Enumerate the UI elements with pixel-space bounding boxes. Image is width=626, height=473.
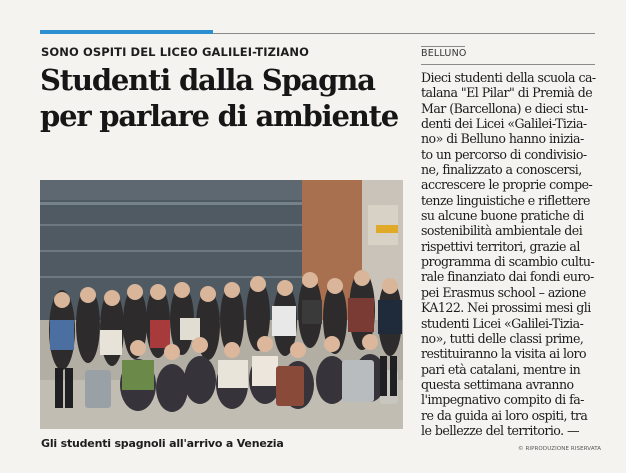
body-line: sostenibilità ambientale dei: [421, 223, 583, 239]
reproduction-notice: © RIPRODUZIONE RISERVATA: [518, 446, 602, 452]
body-line: accrescere le proprie compe-: [421, 177, 593, 193]
body-line: Mar (Barcellona) e dieci stu-: [421, 100, 588, 116]
body-line: questa settimana avranno: [421, 376, 574, 392]
headline-line: per parlare di ambiente: [40, 99, 399, 133]
body-line: to un percorso di condivisio-: [421, 146, 587, 162]
article-kicker: SONO OSPITI DEL LICEO GALILEI-TIZIANO: [41, 45, 310, 59]
headline-line: Studenti dalla Spagna: [40, 63, 375, 97]
article-headline: [40, 62, 410, 134]
body-line: su alcune buone pratiche di: [421, 208, 584, 224]
body-line: l'impegnativo compito di fa-: [421, 392, 584, 408]
body-line: studenti Licei «Galilei-Tizia-: [421, 315, 584, 331]
body-line: rispettivi territori, grazie al: [421, 238, 580, 254]
body-line: no», tutti delle classi prime,: [421, 330, 584, 346]
body-line: no» di Belluno hanno inizia-: [421, 131, 584, 147]
accent-rule: [40, 30, 213, 34]
group-photo: [40, 180, 403, 429]
body-line: KA122. Nei prossimi mesi gli: [421, 300, 591, 316]
body-line: pari età catalani, mentre in: [421, 361, 581, 377]
article-body: [421, 70, 599, 438]
body-line: restituiranno la visita ai loro: [421, 346, 587, 362]
section-rule: [421, 64, 595, 65]
body-line: rale finanziato dai fondi euro-: [421, 269, 594, 285]
body-line: talana "El Pilar" di Premià de: [421, 85, 593, 101]
body-line: tenze linguistiche e riflettere: [421, 192, 590, 208]
section-label: BELLUNO: [421, 48, 467, 59]
body-line: ne, finalizzato a conoscersi,: [421, 162, 582, 178]
photo-caption: Gli studenti spagnoli all'arrivo a Venezia: [41, 437, 284, 450]
body-line: Dieci studenti della scuola ca-: [421, 70, 596, 85]
body-line: programma di scambio cultu-: [421, 254, 595, 270]
body-line: re da guida ai loro ospiti, tra: [421, 407, 588, 423]
body-line: le bellezze del territorio. —: [421, 422, 580, 438]
section-rule-top: [421, 46, 465, 47]
body-line: denti dei Licei «Galilei-Tizia-: [421, 116, 587, 132]
body-line: pei Erasmus school – azione: [421, 284, 586, 300]
